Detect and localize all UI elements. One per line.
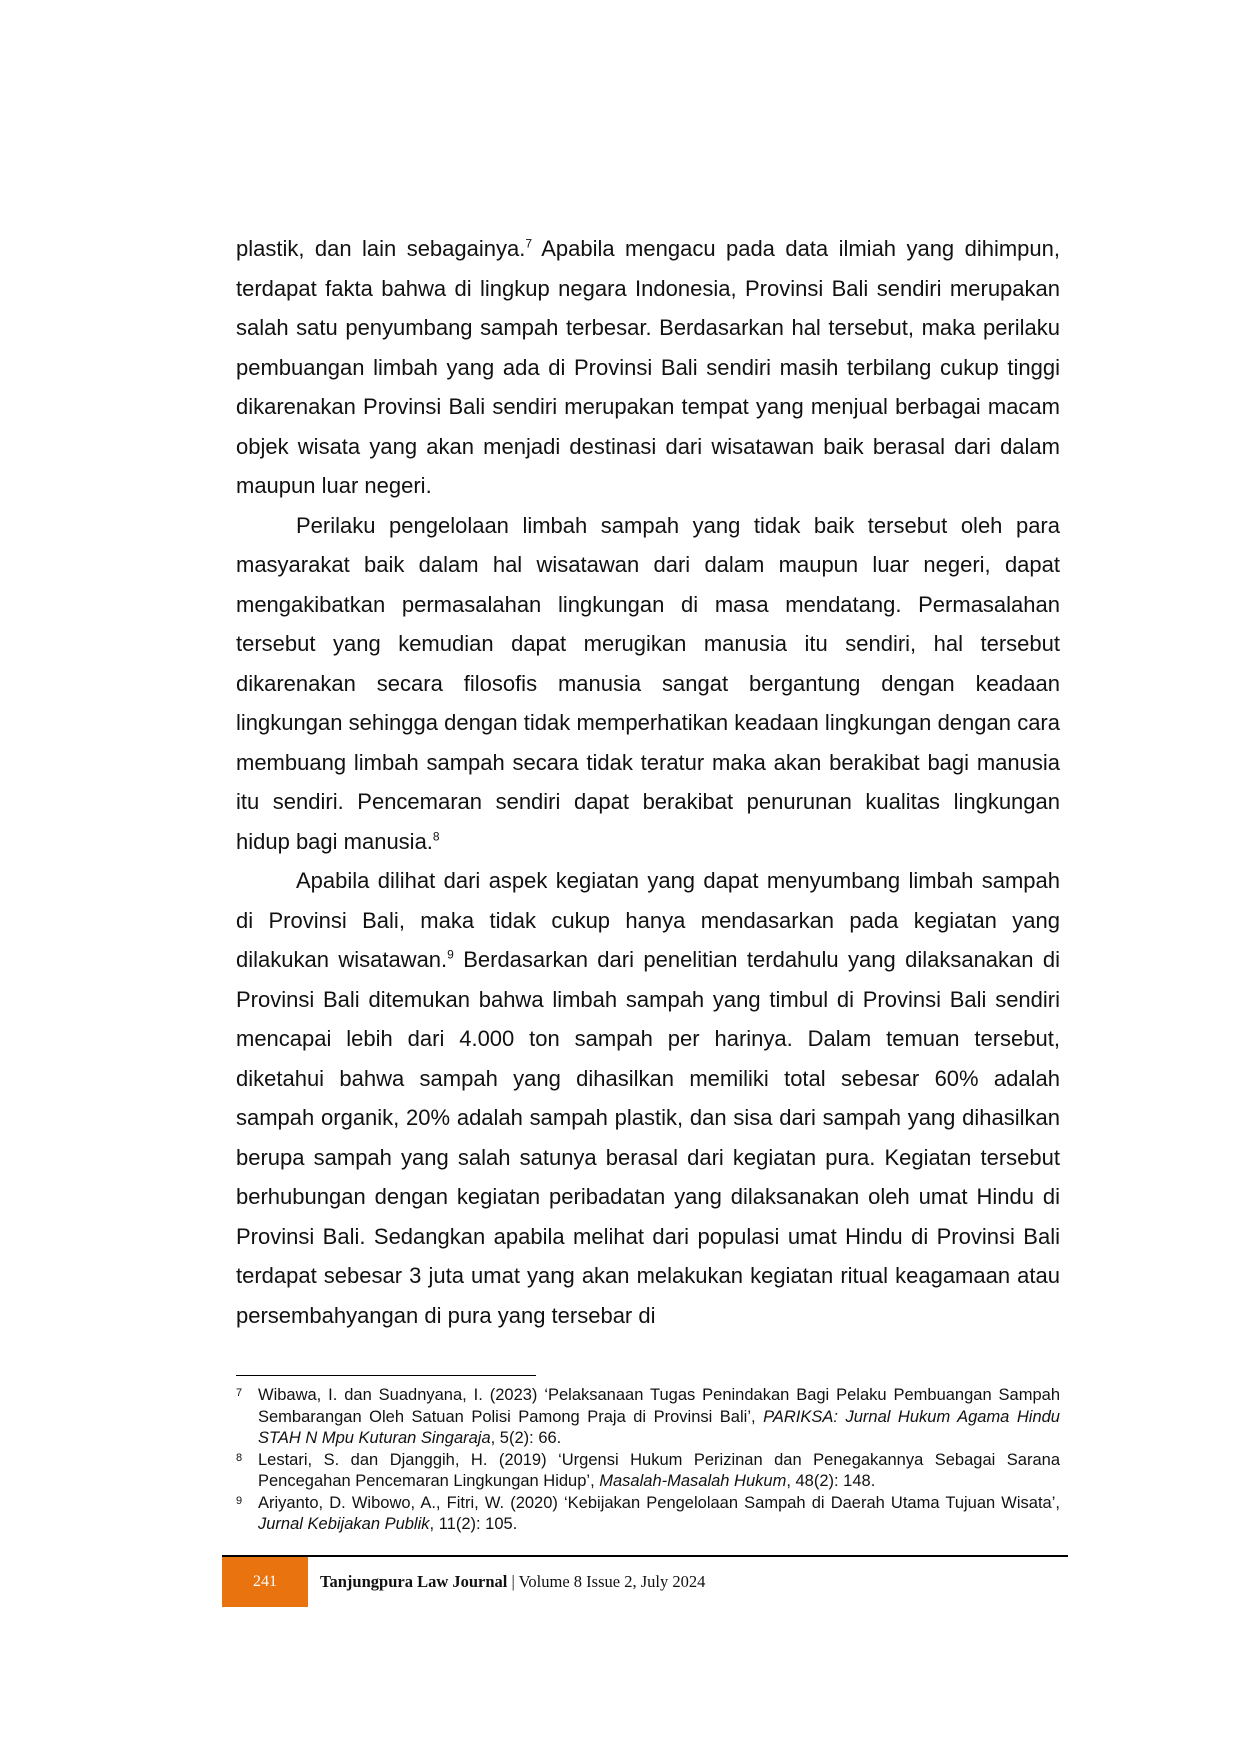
page-number: 241 bbox=[253, 1573, 277, 1590]
journal-name: Tanjungpura Law Journal bbox=[320, 1572, 508, 1591]
footnote-text bbox=[258, 1493, 1060, 1536]
paragraph-text: Perilaku pengelolaan limbah sampah yang tidak baik tersebut oleh para masyarakat baik dalam hal wisatawan dari dalam maupun luar negeri, dapat mengakibatkan permasalahan lingkungan di masa mendatang. Permasalahan tersebut yang kemudian dapat merugikan manusia itu sendiri, hal tersebut dikarenakan secara filosofis manusia sangat bergantung dengan keadaan lingkungan sehingga dengan tidak memperhatikan keadaan lingkungan dengan cara membuang limbah sampah secara tidak teratur maka akan berakibat bagi manusia itu sendiri. Pencemaran sendiri dapat berakibat penurunan kualitas lingkungan hidup bagi manusia. bbox=[236, 512, 1060, 854]
footnote-citation: Wibawa, I. dan Suadnyana, I. (2023) ‘Pelaksanaan Tugas Penindakan Bagi Pelaku Pembuangan Sampah Sembarangan Oleh Satuan Polisi Pamong Praja di Provinsi Bali’, bbox=[258, 1386, 1060, 1426]
footnote-ref-9[interactable]: 9 bbox=[447, 947, 454, 962]
page-number-badge bbox=[222, 1557, 308, 1607]
footnote-journal: Masalah-Masalah Hukum bbox=[599, 1472, 787, 1490]
footnote-ref-8[interactable]: 8 bbox=[432, 829, 440, 844]
footnote-text bbox=[258, 1450, 1060, 1493]
footnote-number: 7 bbox=[236, 1387, 243, 1399]
paragraph-3 bbox=[236, 861, 1060, 1335]
paragraph-text: Apabila mengacu pada data ilmiah yang dihimpun, terdapat fakta bahwa di lingkup negara Indonesia, Provinsi Bali sendiri merupakan salah satu penyumbang sampah terbesar. Berdasarkan hal tersebut, maka perilaku pembuangan limbah yang ada di Provinsi Bali sendiri masih terbilang cukup tinggi dikarenakan Provinsi Bali sendiri merupakan tempat yang menjual berbagai macam objek wisata yang akan menjadi destinasi dari wisatawan baik berasal dari dalam maupun luar negeri. bbox=[236, 236, 1060, 498]
paragraph-2 bbox=[236, 506, 1060, 862]
journal-footer bbox=[320, 1557, 705, 1607]
footnote-ref-7[interactable]: 7 bbox=[525, 236, 533, 251]
footnotes bbox=[236, 1385, 1060, 1536]
footnote-citation: Ariyanto, D. Wibowo, A., Fitri, W. (2020) ‘Kebijakan Pengelolaan Sampah di Daerah Utama Tujuan Wisata’, bbox=[258, 1493, 1060, 1512]
footnote-number: 8 bbox=[236, 1451, 243, 1464]
paragraph-text: Berdasarkan dari penelitian terdahulu yang dilaksanakan di Provinsi Bali ditemukan bahwa limbah sampah yang timbul di Provinsi Bali sendiri mencapai lebih dari 4.000 ton sampah per harinya. Dalam temuan tersebut, diketahui bahwa sampah yang dihasilkan memiliki total sebesar 60% adalah sampah organik, 20% adalah sampah plastik, dan sisa dari sampah yang dihasilkan berupa sampah yang salah satunya berasal dari kegiatan pura. Kegiatan tersebut berhubungan dengan kegiatan peribadatan yang dilaksanakan oleh umat Hindu di Provinsi Bali. Sedangkan apabila melihat dari populasi umat Hindu di Provinsi Bali terdapat sebesar 3 juta umat yang akan melakukan kegiatan ritual keagamaan atau persembahyangan di pura yang tersebar di bbox=[236, 947, 1060, 1328]
footnote-8 bbox=[236, 1450, 1060, 1493]
footnote-7 bbox=[236, 1385, 1060, 1450]
footnote-volume: , 48(2): 148. bbox=[786, 1472, 876, 1490]
footnote-journal: PARIKSA: Jurnal Hukum Agama Hindu STAH N Mpu Kuturan Singaraja bbox=[258, 1407, 1060, 1447]
footer-separator: | bbox=[511, 1572, 515, 1591]
paragraph-text: plastik, dan lain sebagainya. bbox=[236, 236, 526, 261]
paragraph-text: Apabila dilihat dari aspek kegiatan yang dapat menyumbang limbah sampah di Provinsi Bali, maka tidak cukup hanya mendasarkan pada kegiatan yang dilakukan wisatawan. bbox=[236, 868, 1060, 972]
footnote-journal: Jurnal Kebijakan Publik bbox=[258, 1515, 430, 1533]
footnote-number: 9 bbox=[236, 1494, 243, 1507]
main-body-text bbox=[236, 229, 1060, 1335]
footnote-volume: , 11(2): 105. bbox=[429, 1515, 518, 1533]
footnote-divider bbox=[236, 1375, 536, 1376]
footnote-citation: Lestari, S. dan Djanggih, H. (2019) ‘Urgensi Hukum Perizinan dan Penegakannya Sebagai Sarana Pencegahan Pencemaran Lingkungan Hidup’, bbox=[258, 1450, 1060, 1490]
footnote-volume: , 5(2): 66. bbox=[490, 1429, 562, 1447]
footnote-text bbox=[258, 1385, 1060, 1450]
footnote-9 bbox=[236, 1493, 1060, 1536]
journal-issue: Volume 8 Issue 2, July 2024 bbox=[518, 1572, 706, 1591]
paragraph-1 bbox=[236, 229, 1060, 506]
